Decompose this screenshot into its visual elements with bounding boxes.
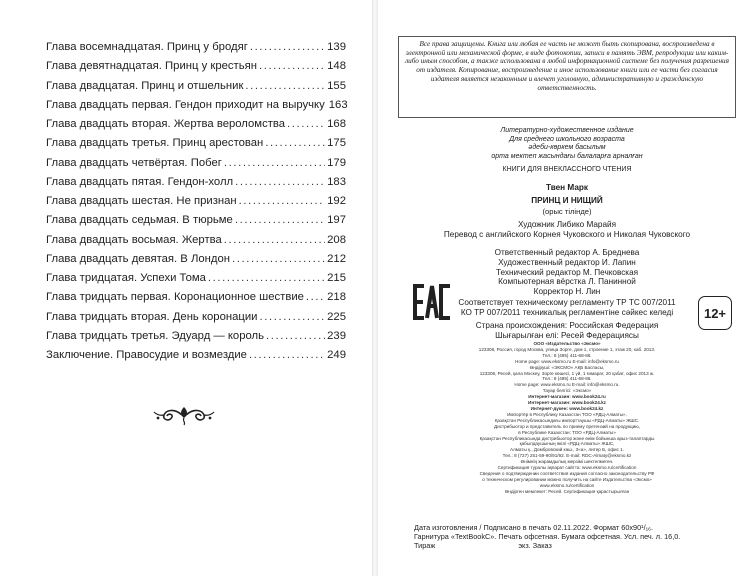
toc-leader-dots: [306, 288, 325, 307]
toc-entry: [46, 38, 346, 57]
origin-block: Страна происхождения: Российская Федерация Шығарылған елі: Ресей Федерациясы: [475, 321, 659, 340]
toc-leader-dots: [235, 173, 325, 192]
toc-entry: [46, 346, 346, 365]
eac-mark-icon: [412, 282, 452, 322]
toc-leader-dots: [249, 346, 325, 365]
toc-entry-page: 168: [327, 118, 346, 130]
author-name: Твен Марк: [546, 183, 588, 192]
publisher-line: Тел.: 8 (495) 411-68-86.: [542, 352, 592, 358]
toc-leader-dots: [250, 38, 325, 57]
series-name: КНИГИ ДЛЯ ВНЕКЛАССНОГО ЧТЕНИЯ: [502, 166, 632, 173]
standards-block: Соответствует техническому регламенту ТР ТС 007/2011 КО ТР 007/2011 техникалық регламентіне сәйкес келеді: [458, 298, 676, 317]
toc-leader-dots: [265, 134, 325, 153]
toc-entry-page: 155: [327, 79, 346, 92]
title-language-note: (орыс тілінде): [542, 207, 592, 216]
toc-entry: [46, 173, 346, 192]
publisher-line: Сертификация туралы ақпарат сайтта: www.eksmo.ru/certification: [497, 465, 637, 471]
toc-leader-dots: [235, 211, 325, 230]
toc-entry: [46, 115, 346, 134]
toc-entry-title: Глава двадцать пятая. Гендон-холл: [46, 175, 234, 188]
toc-entry-title: Глава двадцать вторая. Жертва вероломства: [46, 118, 286, 130]
table-of-contents: [46, 38, 346, 365]
age-rating-badge: 12+: [698, 296, 732, 330]
toc-entry-title: Глава тридцать третья. Эдуард — король: [46, 329, 265, 342]
toc-entry-title: Глава тридцать вторая. День коронации: [46, 310, 258, 323]
toc-entry-page: 175: [327, 137, 346, 150]
publisher-line: 123308, Ресей, қала Мәскеу, Зорге көшесі, 1 үй, 1 ғимарат, 20 қабат, офис 2013 ж.: [479, 370, 655, 376]
toc-entry-page: 192: [327, 195, 346, 207]
toc-entry: [46, 231, 346, 250]
toc-leader-dots: [239, 192, 325, 211]
toc-entry: [46, 77, 346, 96]
credit-line: Технический редактор М. Печковская: [495, 267, 639, 277]
toc-entry: [46, 96, 346, 115]
toc-entry-title: Глава двадцать девятая. В Лондон: [46, 252, 231, 265]
publisher-info: [398, 341, 736, 495]
toc-entry: [46, 154, 346, 173]
toc-entry: [46, 288, 346, 307]
publisher-line: Импортёр в Республику Казахстан ТОО «РДЦ-Алматы».: [507, 411, 627, 417]
toc-entry-page: 139: [327, 41, 346, 53]
publisher-line: Интернет-магазин: www.book24.kz: [528, 400, 606, 406]
credit-line: Ответственный редактор А. Бреднева: [494, 248, 640, 257]
toc-entry-page: 148: [327, 60, 346, 73]
publisher-line: Сведения о подтверждении соответствия издания согласно законодательству РФ: [479, 470, 655, 476]
toc-entry: [46, 250, 346, 269]
toc-entry-title: Глава двадцать седьмая. В тюрьме: [46, 214, 233, 227]
toc-entry-title: Глава восемнадцатая. Принц у бродяг: [46, 41, 248, 53]
publisher-line: Тауар белгісі: «Эксмо»: [542, 388, 592, 394]
toc-leader-dots: [287, 115, 325, 134]
credit-line: Компьютерная вёрстка Л. Панинной: [498, 277, 636, 287]
toc-entry-title: Глава двадцатая. Принц и отшельник: [46, 79, 244, 92]
toc-entry-page: 183: [327, 175, 346, 188]
publisher-line: Интернет-дүкен: www.book24.kz: [530, 405, 604, 411]
toc-entry-page: 218: [327, 291, 346, 304]
toc-entry-page: 225: [327, 310, 346, 323]
publisher-line: ООО «Издательство «Эксмо»: [533, 341, 601, 346]
toc-entry-page: 208: [327, 233, 346, 246]
toc-entry: [46, 327, 346, 346]
toc-entry-title: Глава двадцать восьмая. Жертва: [46, 233, 222, 246]
publisher-line: Тел.: 8 (727) 251-59-90/91/92. E-mail: RDC-Almaty@eksmo.kz: [502, 453, 632, 459]
toc-entry-page: 249: [327, 349, 346, 361]
toc-entry-title: Глава тридцатая. Успехи Тома: [46, 272, 206, 284]
genre-block: Литературно-художественное издание Для среднего школьного возраста әдеби-көркем басылым орта мектеп жасындағы балаларға арналған: [491, 127, 643, 160]
publisher-line: Home page: www.eksmo.ru E-mail: info@eksmo.ru: [515, 358, 619, 364]
illustrator-credit: Художник Либико Марайя: [517, 220, 617, 229]
toc-entry: [46, 57, 346, 76]
toc-leader-dots: [224, 154, 325, 173]
toc-leader-dots: [245, 77, 325, 96]
toc-entry-title: Глава девятнадцатая. Принц у крестьян: [46, 60, 257, 73]
toc-entry-title: Глава двадцать первая. Гендон приходит на выручку: [46, 98, 325, 111]
publisher-line: Тел.: 8 (495) 411-68-86.: [542, 376, 592, 382]
credit-line: Корректор Н. Лин: [533, 287, 601, 297]
credit-line: Художественный редактор И. Лапин: [498, 257, 636, 267]
toc-leader-dots: [266, 327, 325, 346]
publisher-line: Home page: www.eksmo.ru E-mail: info@eksmo.ru.: [514, 382, 620, 388]
toc-entry: [46, 192, 346, 211]
publisher-line: Алматы қ., Домбровский көш., 3«а», литер Б, офис 1.: [510, 447, 624, 453]
book-title: ПРИНЦ И НИЩИЙ: [531, 196, 603, 205]
toc-entry: [46, 269, 346, 288]
print-info: Дата изготовления / Подписано в печать 02.11.2022. Формат 60x90¹/₁₆. Гарнитура «TextBookC». Печать офсетная. Бумага офсетная. Усл. печ. л. 16,0. Тираж экз. Заказ: [414, 523, 681, 551]
publisher-line: Қазақстан Республикасындағы импорттаушы «РДЦ-Алматы» ЖШС.: [494, 417, 640, 423]
toc-leader-dots: [208, 269, 325, 288]
toc-entry-page: 163: [328, 98, 348, 111]
toc-entry-title: Глава двадцать третья. Принц арестован: [46, 137, 264, 150]
toc-leader-dots: [259, 57, 325, 76]
publisher-line: Дистрибьютор и представитель по приему претензий на продукцию,: [494, 423, 640, 429]
toc-entry: [46, 134, 346, 153]
right-page: [378, 0, 750, 576]
toc-entry-page: 239: [327, 329, 346, 342]
toc-entry: [46, 211, 346, 230]
left-page: [0, 0, 372, 576]
publisher-line: 123308, Россия, город Москва, улица Зорге, дом 1, строение 1, этаж 20, каб. 2013.: [478, 346, 656, 352]
publisher-line: қабылдаушының өкілі «РДЦ-Алматы» ЖШС,: [519, 441, 615, 447]
toc-entry-title: Глава двадцать шестая. Не признан: [46, 195, 237, 207]
publisher-line: в Республике Казахстан: ТОО «РДЦ-Алматы»: [518, 429, 616, 435]
decorative-flourish-icon: [152, 404, 216, 426]
toc-leader-dots: [224, 231, 325, 250]
publisher-line: о техническом регулировании можно получить на сайте Издательства «Эксмо»: [482, 476, 652, 482]
copyright-notice: Все права защищены. Книга или любая ее часть не может быть скопирована, воспроизведена в электронной или механической форме, в виде фотокопии, записи в память ЭВМ, репродукции или каким-либо иным способом, а также использована в любой информационной системе без получения разрешения от издателя. Копирование, воспроизведение и иное использование книги или ее части без согласия издателя является незаконным и влечет уголовную, административную и гражданскую ответственность.: [398, 36, 736, 118]
toc-leader-dots: [232, 250, 325, 269]
publisher-line: Интернет-магазин: www.book24.ru: [528, 394, 606, 400]
toc-entry-title: Глава тридцать первая. Коронационное шествие: [46, 291, 304, 304]
toc-entry: [46, 308, 346, 327]
toc-entry-page: 197: [327, 214, 346, 227]
toc-entry-page: 215: [327, 272, 346, 284]
publisher-line: Өндіруші: «ЭКСМО» АҚБ Баспасы,: [529, 364, 605, 370]
publisher-line: Қазақстан Республикасында дистрибьютор және өнім бойынша арыз-талаптарды: [479, 435, 655, 441]
toc-entry-page: 179: [327, 156, 346, 169]
toc-entry-page: 212: [327, 252, 346, 265]
toc-entry-title: Глава двадцать четвёртая. Побег: [46, 156, 222, 169]
translator-credit: Перевод с английского Корнея Чуковского и Николая Чуковского: [443, 230, 691, 239]
publisher-line: www.eksmo.ru/certification: [539, 482, 595, 488]
publisher-line: Өндірген мемлекет: Ресей. Сертификация қарастырылған: [504, 488, 630, 494]
toc-entry-title: Заключение. Правосудие и возмездие: [46, 349, 247, 361]
toc-leader-dots: [260, 308, 326, 327]
publisher-line: Өнімнің жарамдылық мерзімі шектелмеген.: [520, 459, 614, 465]
